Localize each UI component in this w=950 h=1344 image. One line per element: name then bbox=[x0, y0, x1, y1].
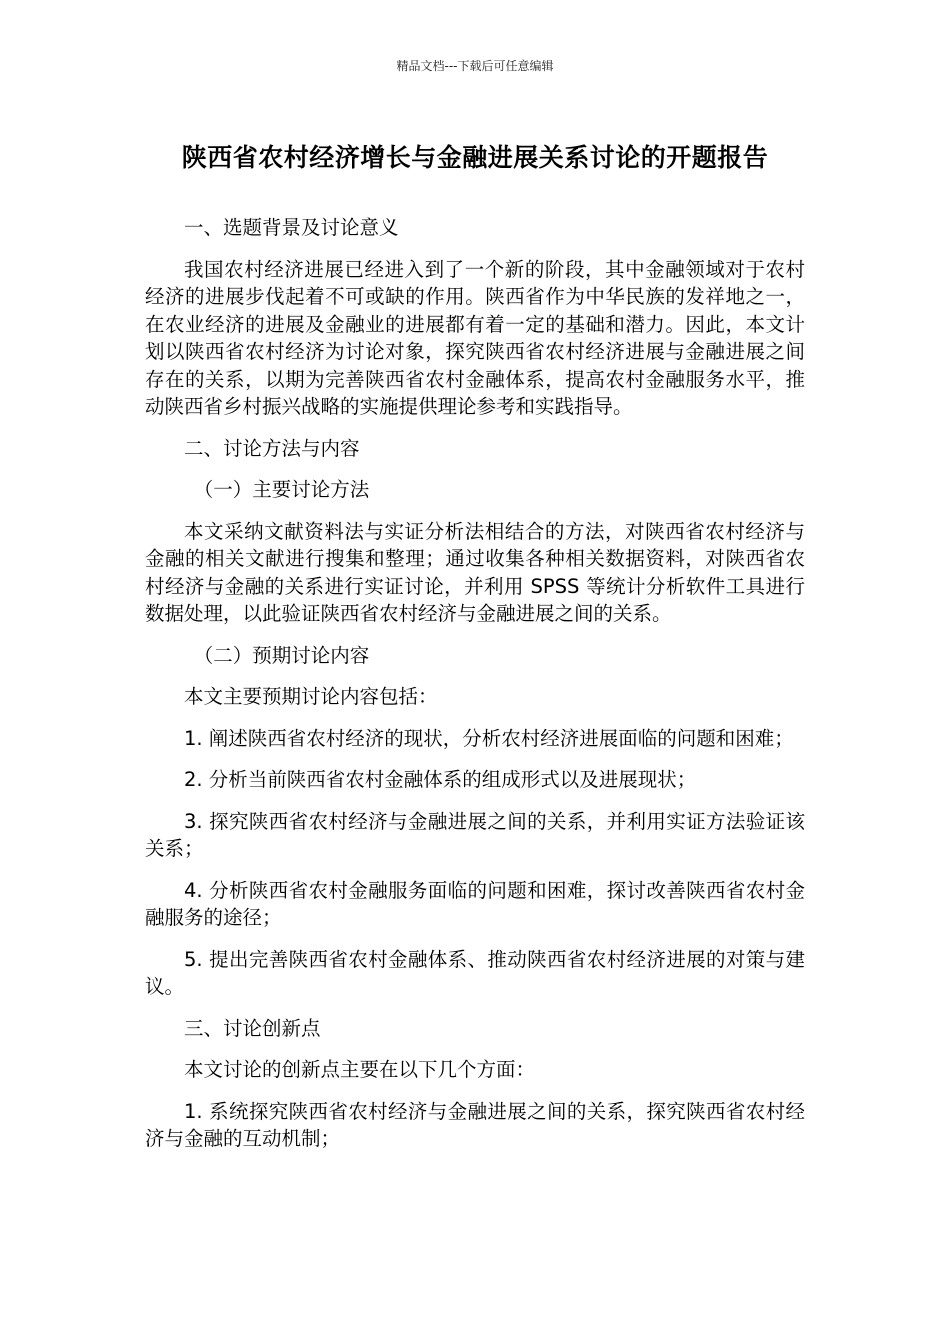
section-heading-2: 二、讨论方法与内容 bbox=[184, 436, 360, 460]
list-item: 1. 系统探究陕西省农村经济与金融进展之间的关系，探究陕西省农村经济与金融的互动机制； bbox=[145, 1099, 805, 1150]
list-item: 4. 分析陕西省农村金融服务面临的问题和困难，探讨改善陕西省农村金融服务的途径； bbox=[145, 878, 805, 929]
paragraph-methods: 本文采纳文献资料法与实证分析法相结合的方法，对陕西省农村经济与金融的相关文献进行搜集和整理；通过收集各种相关数据资料，对陕西省农村经济与金融的关系进行实证讨论，并利用 SPSS 等统计分析软件工具进行数据处理，以此验证陕西省农村经济与金融进展之间的关系。 bbox=[145, 519, 805, 625]
document-title: 陕西省农村经济增长与金融进展关系讨论的开题报告 bbox=[181, 143, 769, 172]
section-heading-3: 三、讨论创新点 bbox=[184, 1016, 321, 1040]
paragraph-background: 我国农村经济进展已经进入到了一个新的阶段，其中金融领域对于农村经济的进展步伐起着不可或缺的作用。陕西省作为中华民族的发祥地之一，在农业经济的进展及金融业的进展都有着一定的基础和潜力。因此，本文计划以陕西省农村经济为讨论对象，探究陕西省农村经济进展与金融进展之间存在的关系，以期为完善陕西省农村金融体系，提高农村金融服务水平，推动陕西省乡村振兴战略的实施提供理论参考和实践指导。 bbox=[145, 257, 805, 418]
list-item: 1. 阐述陕西省农村经济的现状，分析农村经济进展面临的问题和困难； bbox=[184, 726, 794, 750]
paragraph-content-intro: 本文主要预期讨论内容包括： bbox=[184, 685, 438, 708]
section-heading-1: 一、选题背景及讨论意义 bbox=[184, 216, 399, 239]
subsection-heading-content: （二）预期讨论内容 bbox=[193, 643, 370, 667]
subsection-heading-methods: （一）主要讨论方法 bbox=[193, 478, 370, 501]
paragraph-innovation-intro: 本文讨论的创新点主要在以下几个方面： bbox=[184, 1058, 536, 1081]
list-item: 5. 提出完善陕西省农村金融体系、推动陕西省农村经济进展的对策与建议。 bbox=[145, 947, 805, 998]
list-item: 2. 分析当前陕西省农村金融体系的组成形式以及进展现状； bbox=[184, 768, 697, 791]
document-body bbox=[145, 214, 805, 1167]
page-header: 精品文档---下载后可任意编辑 bbox=[396, 59, 554, 73]
list-item: 3. 探究陕西省农村经济与金融进展之间的关系，并利用实证方法验证该关系； bbox=[145, 809, 805, 860]
